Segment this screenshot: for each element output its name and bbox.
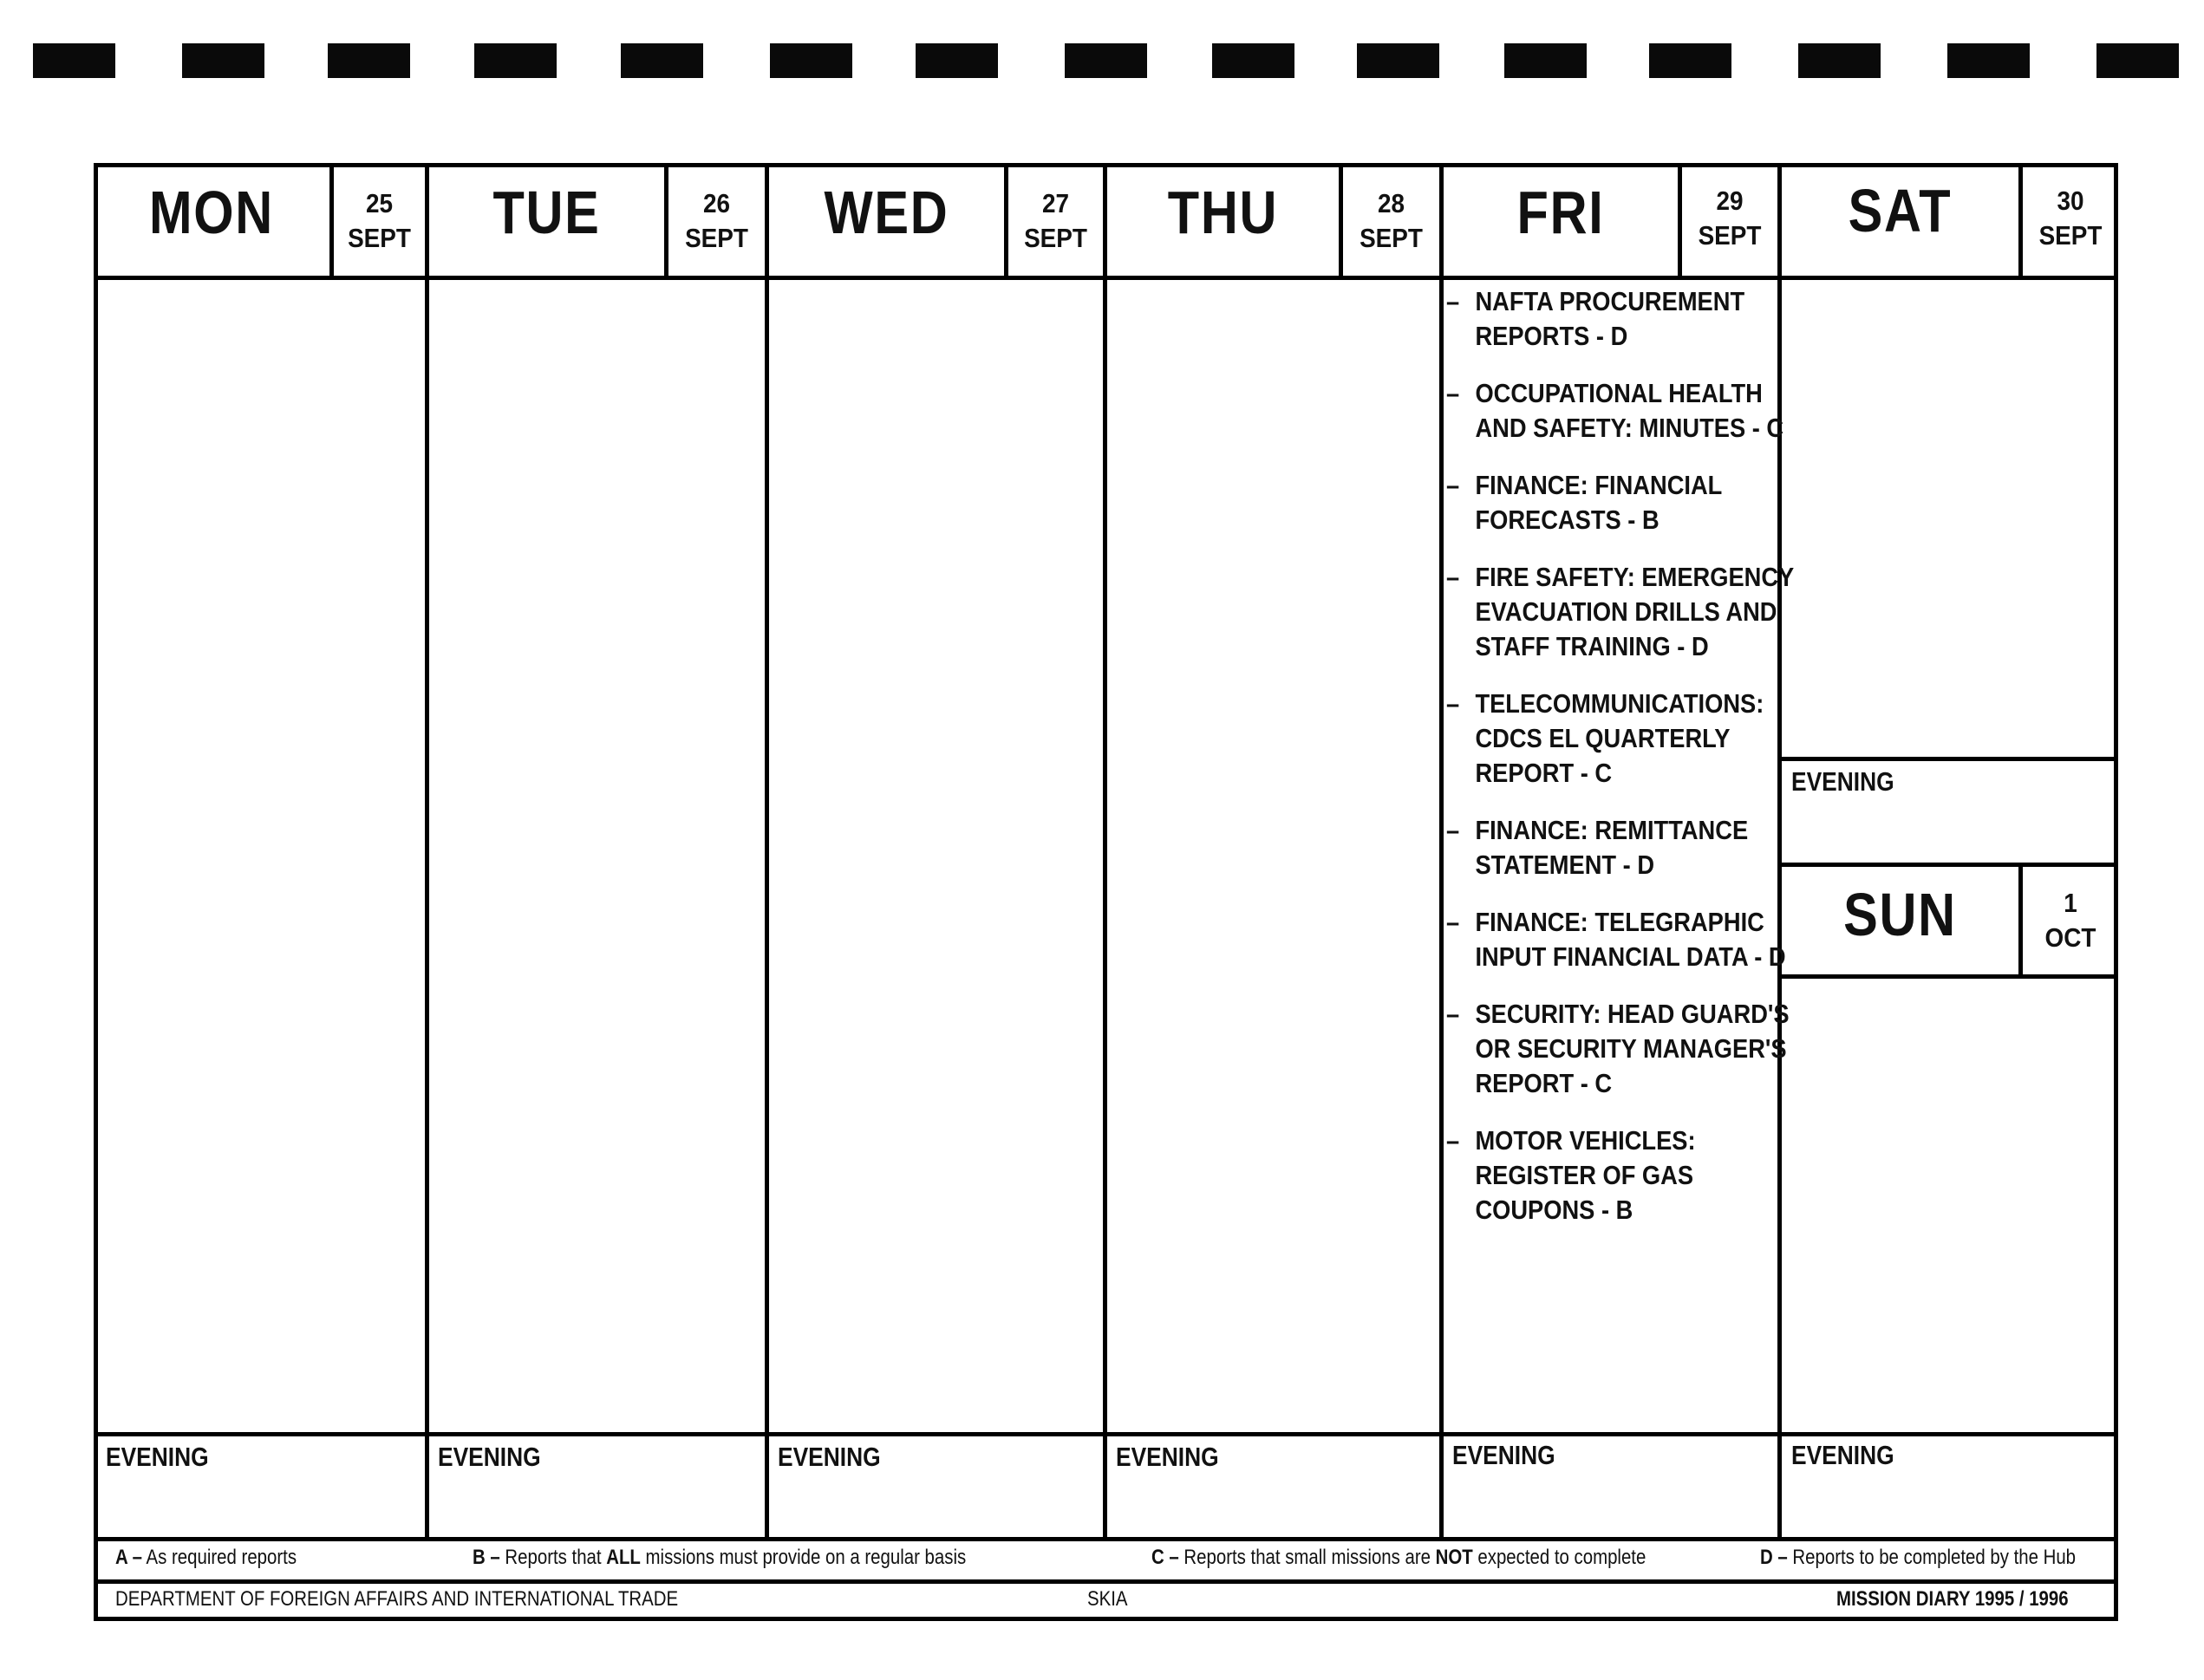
legend-text: Reports to be completed by the Hub <box>1792 1546 2077 1569</box>
evening-label-wed: EVENING <box>778 1442 881 1472</box>
report-code: C <box>1594 1068 1613 1098</box>
dash-bullet: – <box>1446 907 1460 937</box>
binder-hole <box>1947 43 2030 78</box>
friday-report-list <box>1446 284 1793 1250</box>
list-item <box>1446 997 1803 1101</box>
list-item <box>1446 468 1803 537</box>
date-month: SEPT <box>685 223 748 253</box>
date-number: 28 <box>1377 188 1405 218</box>
legend-emphasis: NOT <box>1435 1546 1473 1569</box>
legend-key: C – <box>1151 1546 1179 1569</box>
date-month: SEPT <box>2038 220 2103 251</box>
dash-bullet: – <box>1446 286 1460 316</box>
date-month: SEPT <box>348 223 411 253</box>
date-sat <box>2028 184 2114 253</box>
day-name-tue: TUE <box>492 179 601 246</box>
evening-label-tue: EVENING <box>438 1442 541 1472</box>
evening-label-thu: EVENING <box>1116 1442 1219 1472</box>
report-code: C <box>1594 758 1613 788</box>
date-number: 1 <box>2064 888 2077 918</box>
list-item <box>1446 376 1803 446</box>
date-number: 26 <box>702 188 731 218</box>
sun-header-top <box>1777 863 2118 867</box>
footer-center: SKIA <box>1087 1587 1128 1611</box>
dash-bullet: – <box>1446 1125 1460 1156</box>
legend-text: As required reports <box>146 1546 297 1569</box>
binder-hole <box>33 43 115 78</box>
binder-hole <box>1504 43 1587 78</box>
report-code: D <box>1610 321 1628 351</box>
binder-holes <box>0 0 2204 95</box>
list-item <box>1446 905 1803 974</box>
dash-bullet: – <box>1446 688 1460 719</box>
legend-d <box>1760 1546 2076 1570</box>
day-name-sat: SAT <box>1848 177 1953 244</box>
binder-hole <box>1798 43 1881 78</box>
report-code: D <box>1691 631 1709 661</box>
evening-label-sat: EVENING <box>1791 766 1894 797</box>
list-item <box>1446 1123 1803 1227</box>
dash-bullet: – <box>1446 470 1460 500</box>
report-code: D <box>1768 941 1786 972</box>
date-thu <box>1348 186 1435 256</box>
evening-label-sun: EVENING <box>1791 1440 1894 1470</box>
date-tue <box>674 186 760 256</box>
legend-key: B – <box>473 1546 500 1569</box>
column-divider <box>765 163 769 1541</box>
report-name: NAFTA PROCUREMENT REPORTS - <box>1475 286 1745 351</box>
date-month: SEPT <box>1024 223 1087 253</box>
date-cell-divider <box>329 163 334 277</box>
binder-hole <box>474 43 557 78</box>
binder-hole <box>770 43 852 78</box>
legend-key: A – <box>115 1546 142 1569</box>
list-item <box>1446 813 1803 882</box>
date-month: OCT <box>2044 922 2096 953</box>
dash-bullet: – <box>1446 815 1460 845</box>
dash-bullet: – <box>1446 999 1460 1029</box>
day-name-fri: FRI <box>1516 179 1605 246</box>
legend-key: D – <box>1760 1546 1788 1569</box>
column-divider <box>1103 163 1107 1541</box>
date-cell-divider <box>1004 163 1008 277</box>
report-name: FINANCE: REMITTANCE STATEMENT - <box>1475 815 1749 880</box>
report-name: FINANCE: TELEGRAPHIC INPUT FINANCIAL DATA - <box>1475 907 1764 972</box>
day-name-wed: WED <box>824 179 949 246</box>
report-code: B <box>1641 505 1660 535</box>
legend-text: Reports that small missions are <box>1184 1546 1431 1569</box>
column-divider <box>425 163 429 1541</box>
date-number: 29 <box>1716 186 1744 216</box>
date-cell-divider <box>664 163 668 277</box>
legend-text: missions must provide on a regular basis <box>645 1546 967 1569</box>
evening-label-mon: EVENING <box>106 1442 209 1472</box>
footer-diary-title: MISSION DIARY 1995 / 1996 <box>1836 1587 2069 1611</box>
binder-hole <box>1357 43 1439 78</box>
binder-hole <box>2096 43 2179 78</box>
legend-b <box>473 1546 966 1570</box>
day-name-mon: MON <box>149 179 274 246</box>
binder-hole <box>182 43 264 78</box>
binder-hole <box>621 43 703 78</box>
sat-evening-divider <box>1777 757 2118 761</box>
dash-bullet: – <box>1446 562 1460 592</box>
evening-label-fri: EVENING <box>1452 1440 1555 1470</box>
binder-hole <box>328 43 410 78</box>
date-wed <box>1013 186 1098 256</box>
legend-c <box>1151 1546 1646 1570</box>
sun-header-bottom <box>1777 974 2118 979</box>
footer-department: DEPARTMENT OF FOREIGN AFFAIRS AND INTERNATIONAL TRADE <box>115 1587 679 1611</box>
dash-bullet: – <box>1446 378 1460 408</box>
date-sun <box>2028 886 2114 955</box>
date-month: SEPT <box>1360 223 1423 253</box>
report-code: C <box>1766 413 1784 443</box>
date-cell-divider <box>1339 163 1343 277</box>
binder-hole <box>1212 43 1294 78</box>
binder-hole <box>1065 43 1147 78</box>
report-code: B <box>1615 1195 1633 1225</box>
list-item <box>1446 284 1803 354</box>
report-code: D <box>1637 850 1655 880</box>
binder-hole <box>1649 43 1731 78</box>
footer-divider <box>94 1579 2118 1584</box>
report-name: MOTOR VEHICLES: REGISTER OF GAS COUPONS - <box>1475 1125 1696 1225</box>
list-item <box>1446 687 1803 791</box>
report-name: FINANCE: FINANCIAL FORECASTS - <box>1475 470 1722 535</box>
report-name: OCCUPATIONAL HEALTH AND SAFETY: MINUTES - <box>1475 378 1763 443</box>
sun-date-divider <box>2018 863 2023 977</box>
date-fri <box>1687 184 1773 253</box>
legend-text: Reports that <box>505 1546 602 1569</box>
report-name: SECURITY: HEAD GUARD'S OR SECURITY MANAGER'S REPORT - <box>1475 999 1790 1098</box>
legend-a <box>115 1546 297 1570</box>
column-divider <box>1439 163 1444 1541</box>
date-number: 25 <box>365 188 394 218</box>
date-cell-divider <box>1678 163 1682 277</box>
date-number: 30 <box>2057 186 2084 216</box>
legend-text: expected to complete <box>1477 1546 1646 1569</box>
report-name: FIRE SAFETY: EMERGENCY EVACUATION DRILLS AND STAFF TRAINING - <box>1475 562 1794 661</box>
legend-emphasis: ALL <box>606 1546 641 1569</box>
report-name: TELECOMMUNICATIONS: CDCS EL QUARTERLY REPORT - <box>1475 688 1764 788</box>
date-month: SEPT <box>1698 220 1762 251</box>
date-cell-divider <box>2018 163 2023 277</box>
day-name-sun: SUN <box>1843 881 1957 948</box>
date-number: 27 <box>1041 188 1070 218</box>
binder-hole <box>916 43 998 78</box>
date-mon <box>338 186 421 256</box>
list-item <box>1446 560 1803 664</box>
day-name-thu: THU <box>1167 179 1279 246</box>
